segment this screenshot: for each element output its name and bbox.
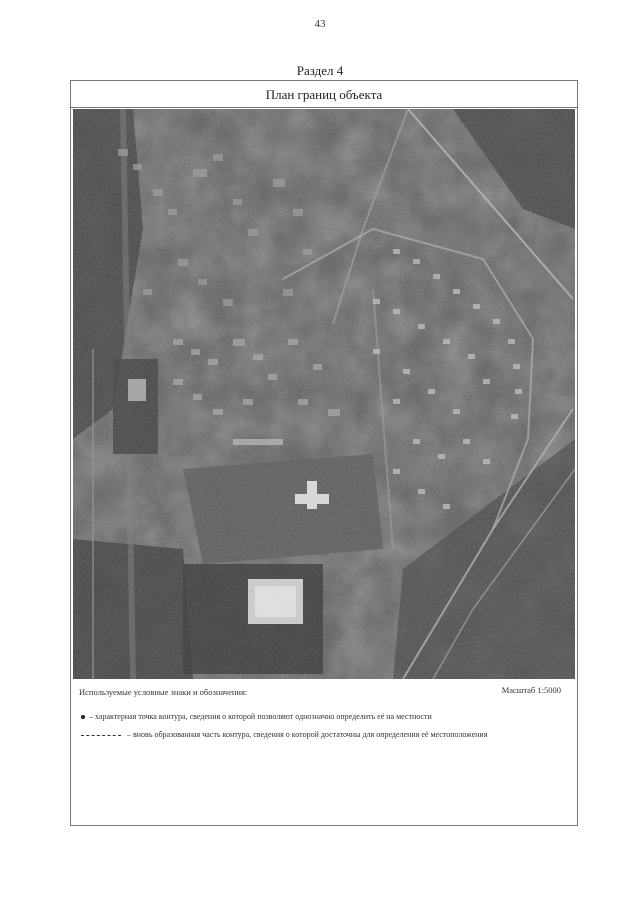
point-symbol-icon bbox=[81, 715, 85, 719]
legend-item-contour: – вновь образованная часть контура, сведения о которой достаточны для определения её местоположения bbox=[81, 729, 521, 740]
legend-area bbox=[71, 679, 577, 827]
legend-item-point: – характерная точка контура, сведения о которой позволяют однозначно определить её на местности bbox=[81, 711, 571, 722]
legend-item-contour-text: вновь образованная часть контура, сведения о которой достаточны для определения её местоположения bbox=[133, 730, 488, 739]
legend-heading: Используемые условные знаки и обозначения: bbox=[79, 687, 248, 697]
plan-frame bbox=[70, 80, 578, 826]
scale-label: Масштаб 1:5000 bbox=[501, 685, 561, 695]
dashed-line-symbol-icon bbox=[81, 735, 121, 736]
legend-item-point-text: характерная точка контура, сведения о которой позволяют однозначно определить её на местности bbox=[95, 712, 432, 721]
plan-title: План границ объекта bbox=[71, 81, 577, 108]
section-title: Раздел 4 bbox=[296, 63, 344, 78]
aerial-map-image bbox=[73, 109, 575, 679]
page-number: 43 bbox=[314, 18, 326, 30]
